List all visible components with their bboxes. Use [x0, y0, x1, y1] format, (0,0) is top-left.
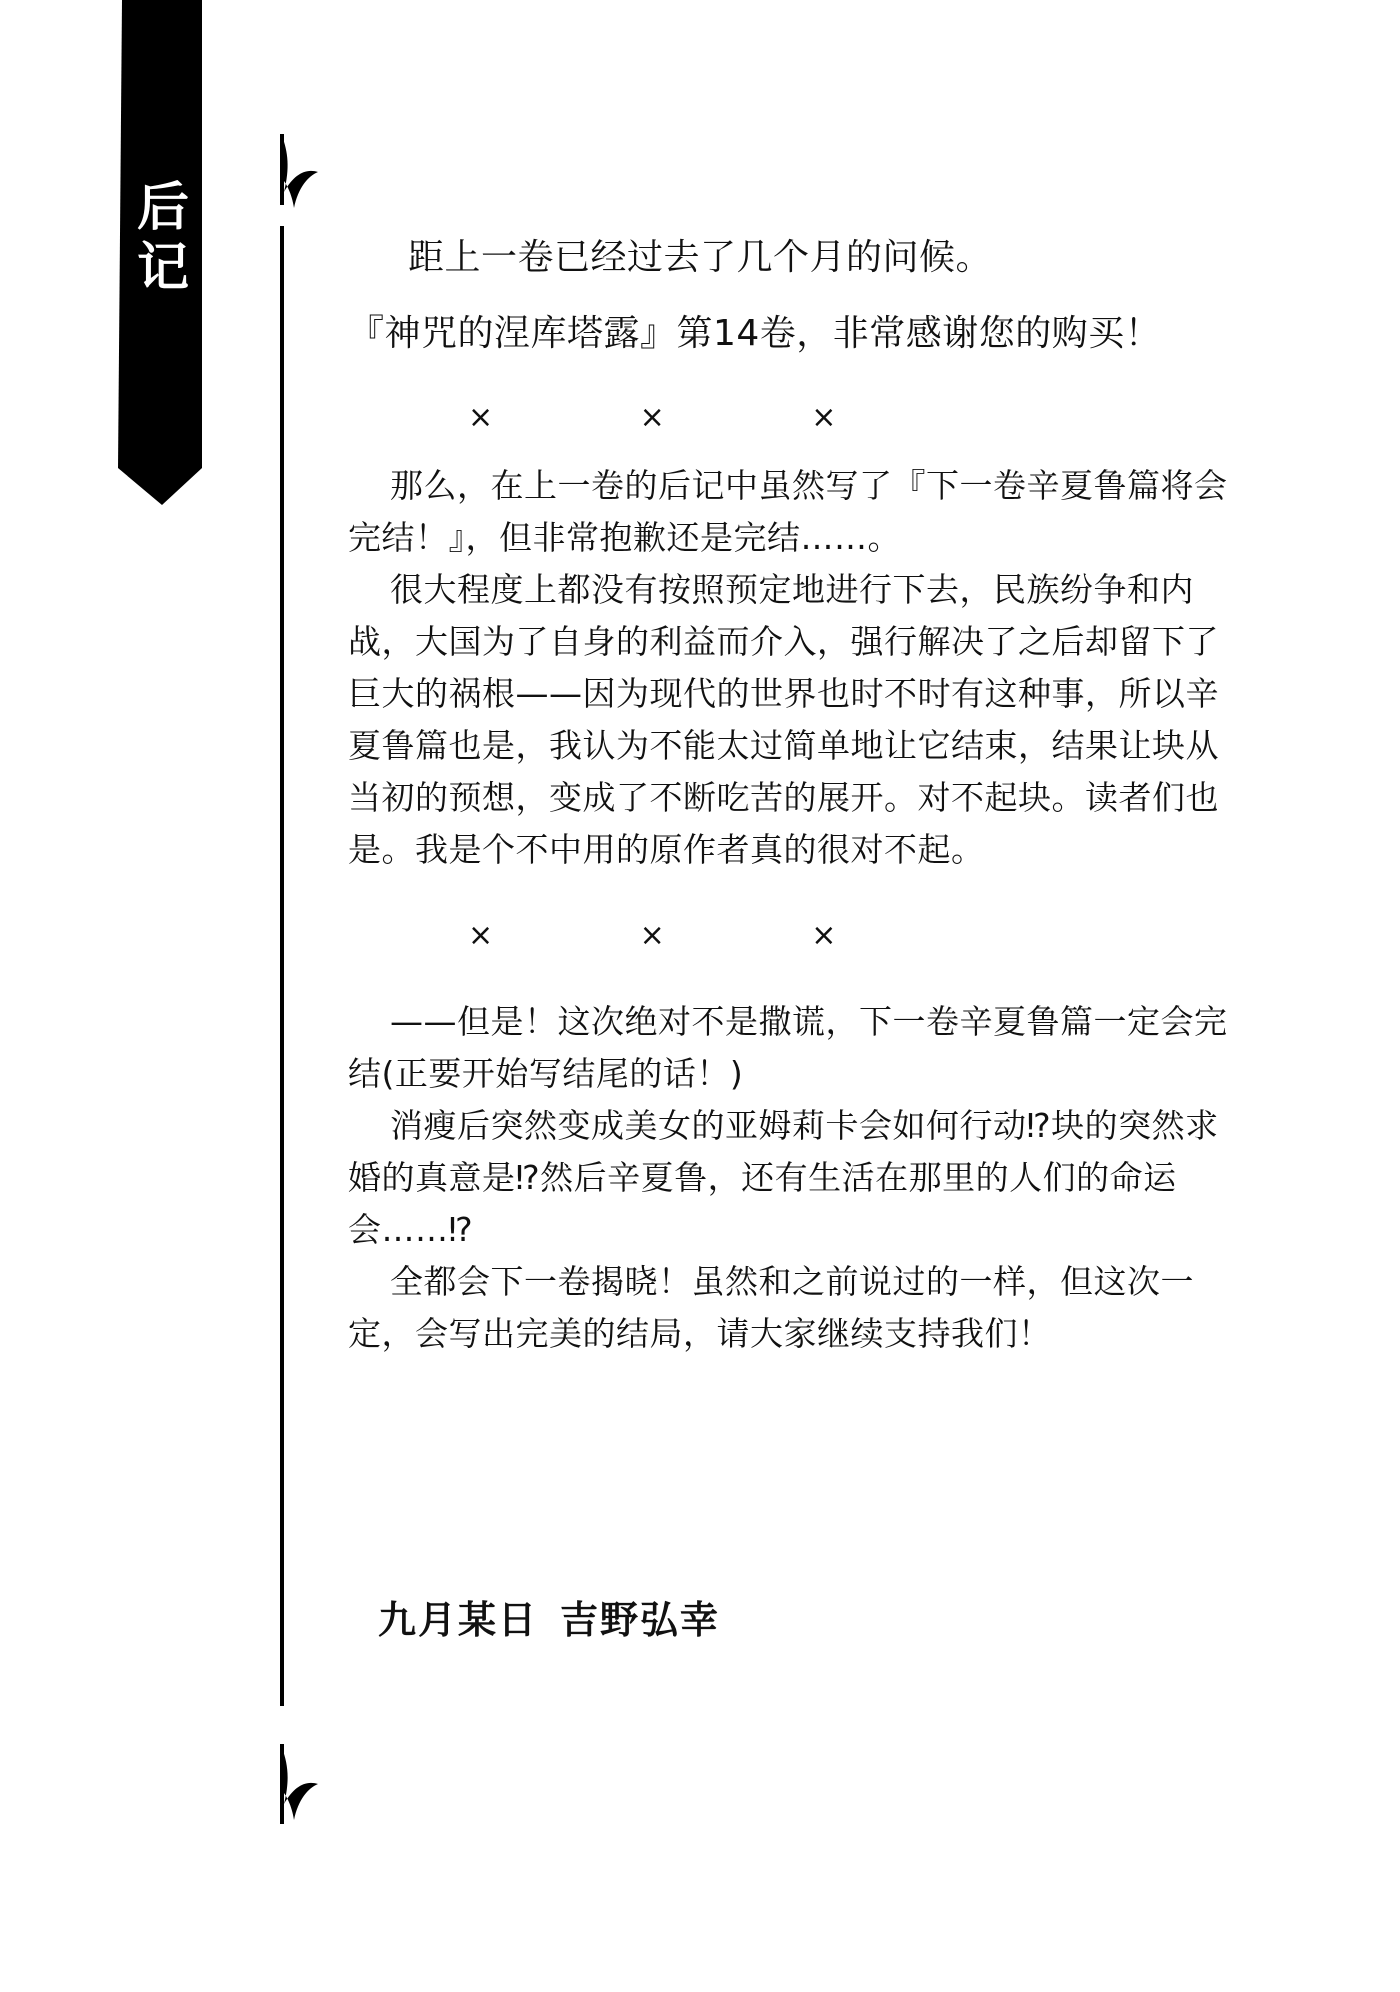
- separator-mark: ×: [811, 918, 837, 953]
- paragraph: 很大程度上都没有按照预定地进行下去，民族纷争和内战，大国为了自身的利益而介入，强行解决了之后却留下了巨大的祸根——因为现代的世界也时不时有这种事，所以辛夏鲁篇也是，我认为不能太过简单地让它结束，结果让块从当初的预想，变成了不断吃苦的展开。对不起块。读者们也是。我是个不中用的原作者真的很对不起。: [348, 570, 1219, 869]
- signature: [378, 1592, 720, 1648]
- top-ornament-icon: [280, 136, 318, 208]
- top-ornament-stem: [280, 134, 284, 205]
- paragraph: 全都会下一卷揭晓！虽然和之前说过的一样，但这次一定，会写出完美的结局，请大家继续支持我们！: [348, 1262, 1194, 1353]
- section-separator: [348, 398, 1248, 438]
- section-separator: [348, 916, 1248, 956]
- side-rule-graphic: [270, 130, 330, 1830]
- greeting-line: 距上一卷已经过去了几个月的问候。: [408, 237, 993, 278]
- signature-author: 吉野弘幸: [560, 1598, 721, 1642]
- paragraph: 消瘦后突然变成美女的亚姆莉卡会如何行动⁉块的突然求婚的真意是⁉然后辛夏鲁，还有生活在那里的人们的命运会……⁉: [348, 1106, 1219, 1249]
- separator-mark: ×: [639, 400, 666, 435]
- chapter-title: [133, 178, 193, 298]
- paragraph: ——但是！这次绝对不是撒谎，下一卷辛夏鲁篇一定会完结(正要开始写结尾的话！): [348, 1002, 1228, 1093]
- separator-mark: ×: [639, 918, 666, 953]
- bottom-ornament-stem: [280, 1744, 284, 1824]
- vertical-line: [280, 226, 284, 1706]
- separator-mark: ×: [468, 918, 494, 953]
- decorative-side-rule: [270, 130, 330, 1830]
- chapter-title-char-1: 后: [136, 177, 189, 238]
- paragraph: 那么，在上一卷的后记中虽然写了『下一卷辛夏鲁篇将会完结！』，但非常抱歉还是完结……。: [348, 466, 1228, 557]
- separator-mark: ×: [811, 400, 837, 435]
- bottom-ornament-icon: [280, 1748, 318, 1820]
- separator-mark: ×: [468, 400, 494, 435]
- thanks-line: 『神咒的涅库塔露』第14卷，非常感谢您的购买！: [348, 313, 1162, 354]
- signature-date: 九月某日: [378, 1598, 539, 1642]
- afterword-text: [348, 230, 1248, 1360]
- chapter-title-char-2: 记: [136, 237, 189, 298]
